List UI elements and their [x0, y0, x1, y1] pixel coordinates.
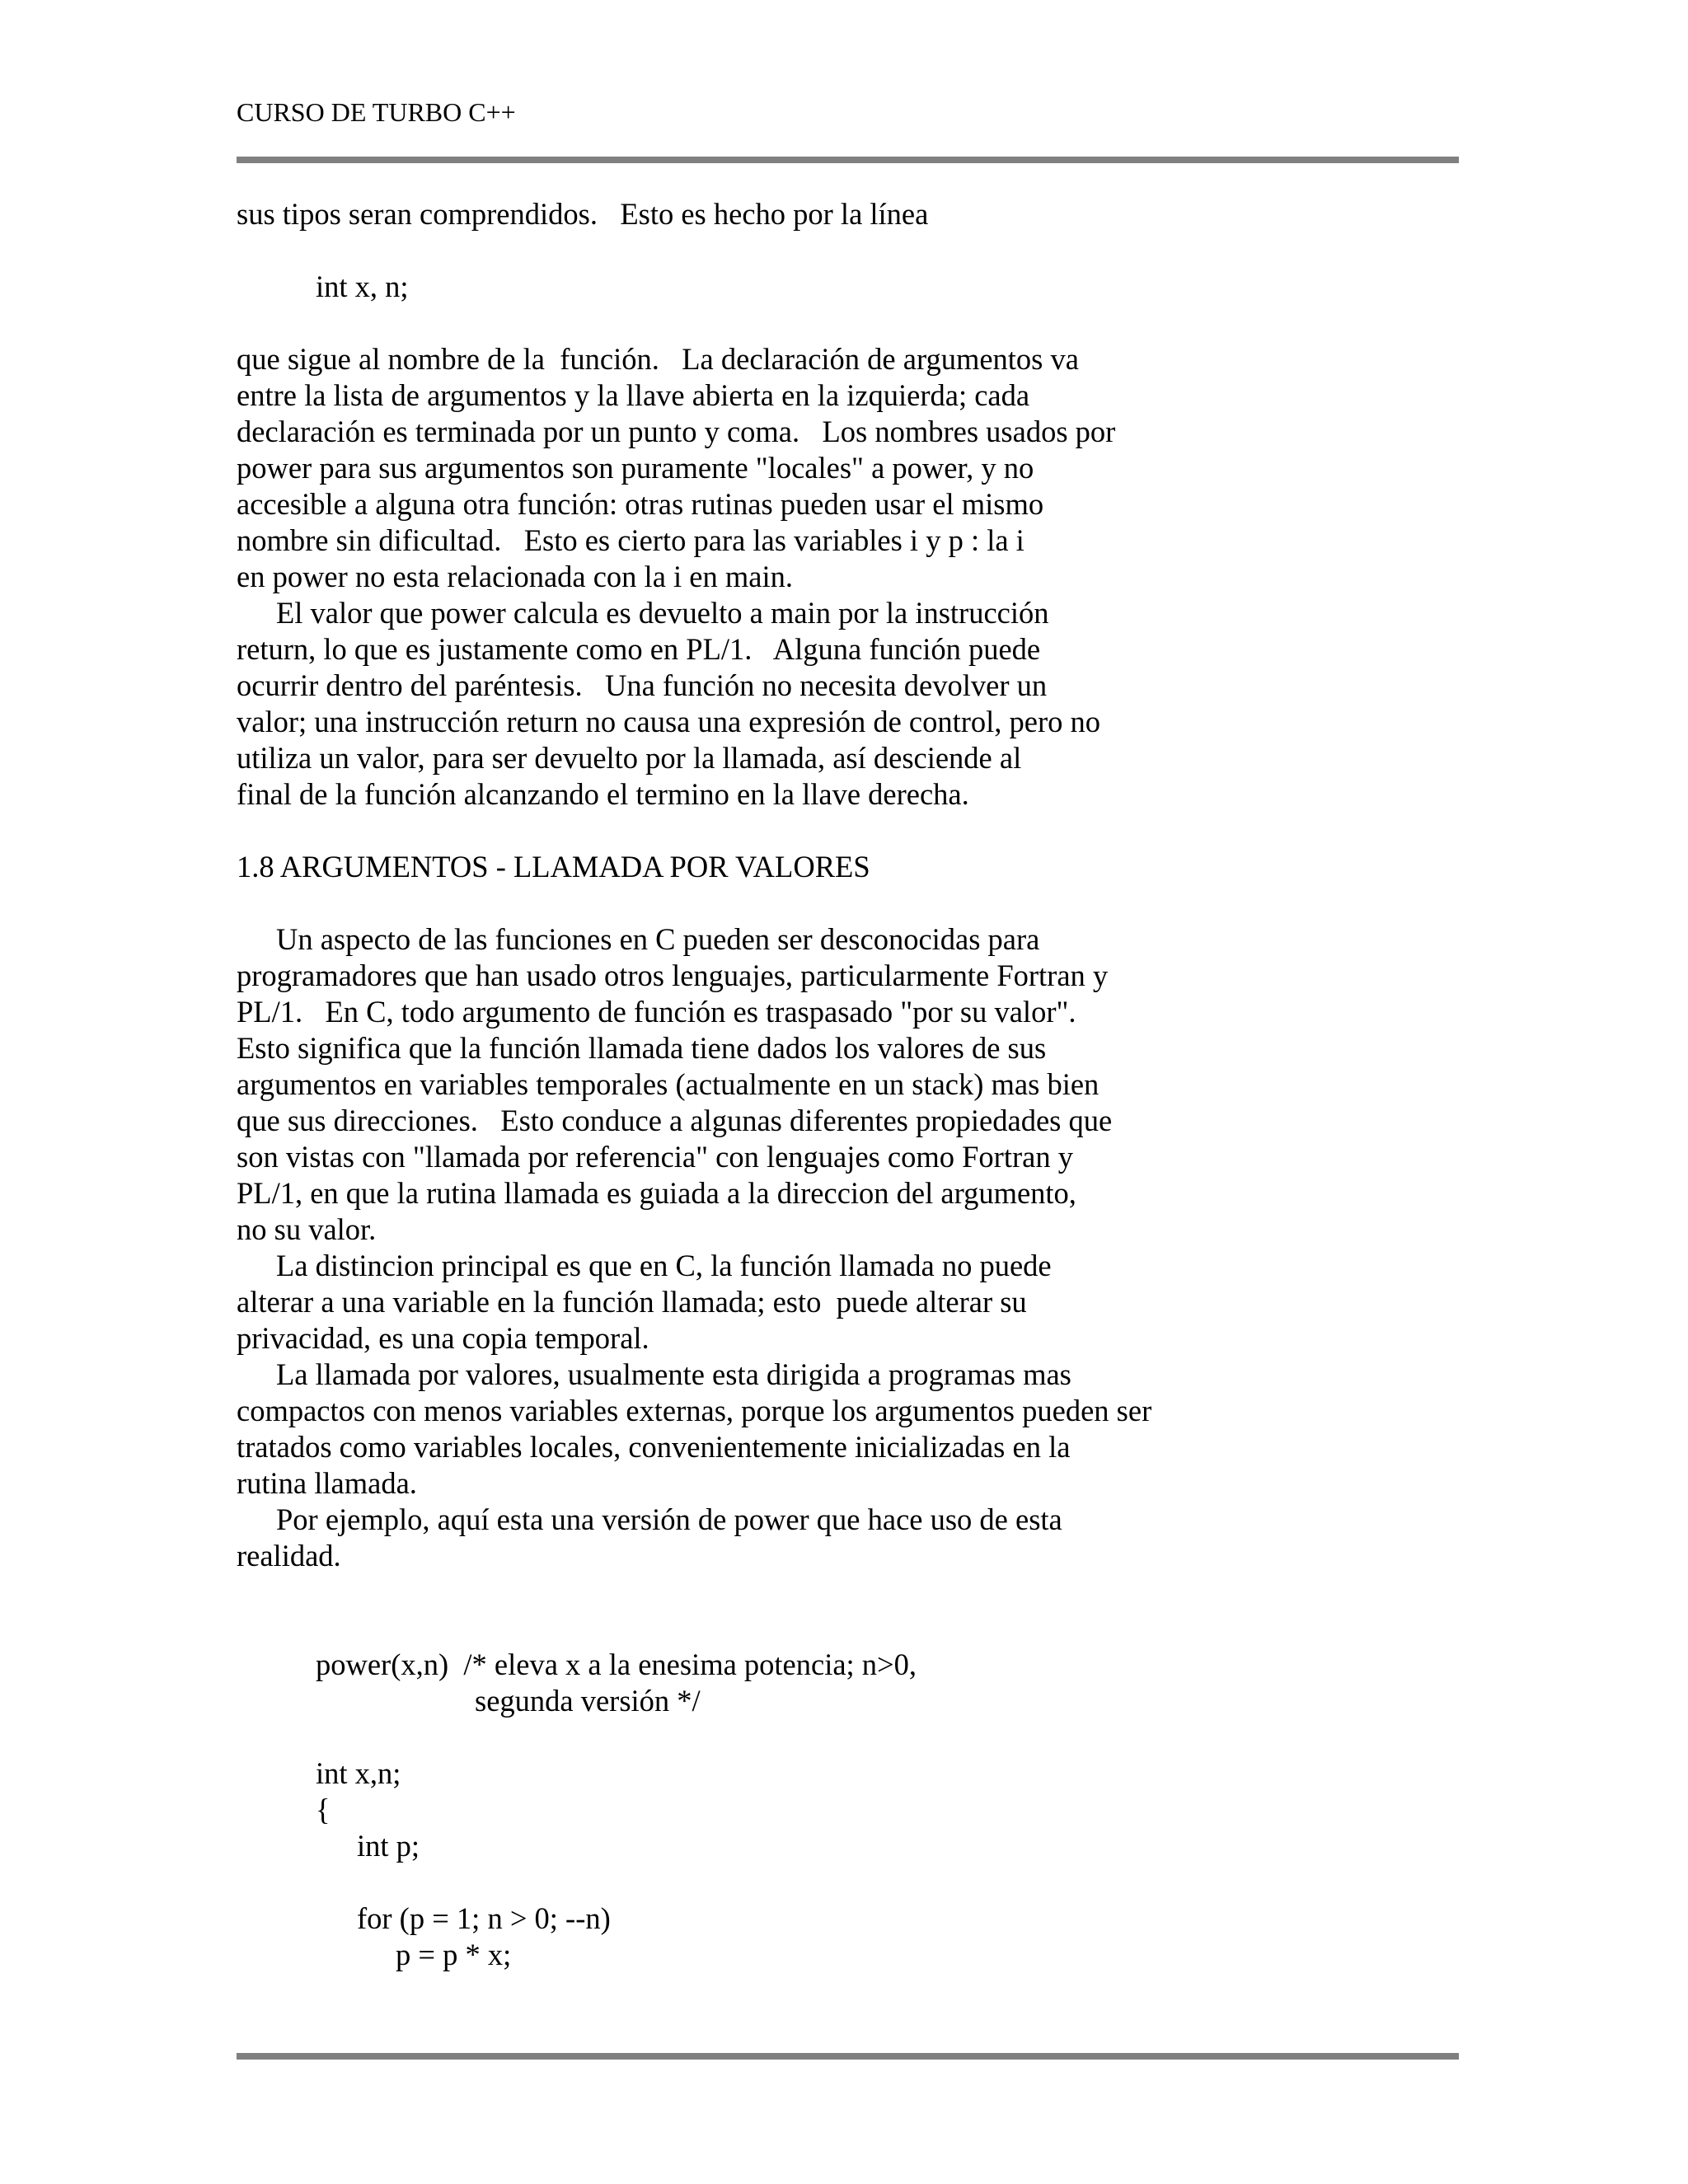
code-line: power(x,n) /* eleva x a la enesima potencia; n>0, — [316, 1647, 917, 1681]
para2-line: valor; una instrucción return no causa una expresión de control, pero no — [237, 705, 1101, 738]
code-line: { — [316, 1793, 331, 1826]
para3-line: programadores que han usado otros lenguajes, particularmente Fortran y — [237, 958, 1109, 992]
para4-line: La distincion principal es que en C, la función llamada no puede — [276, 1249, 1052, 1282]
section-heading: 1.8 ARGUMENTOS - LLAMADA POR VALORES — [237, 850, 870, 883]
para5-line: tratados como variables locales, convenientemente inicializadas en la — [237, 1430, 1071, 1464]
code-line: int p; — [357, 1829, 420, 1863]
para3-line: que sus direcciones. Esto conduce a algunas diferentes propiedades que — [237, 1104, 1113, 1137]
para1-line: nombre sin dificultad. Esto es cierto para las variables i y p : la i — [237, 523, 1025, 557]
para3-line: argumentos en variables temporales (actualmente en un stack) mas bien — [237, 1067, 1100, 1101]
footer-rule — [237, 2053, 1459, 2060]
para3-line: PL/1, en que la rutina llamada es guiada a la direccion del argumento, — [237, 1176, 1076, 1210]
para2-line: final de la función alcanzando el termino en la llave derecha. — [237, 777, 969, 811]
para3-line: no su valor. — [237, 1212, 377, 1246]
para5-line: rutina llamada. — [237, 1466, 417, 1500]
para6-line: Por ejemplo, aquí esta una versión de power que hace uso de esta — [276, 1502, 1062, 1536]
code-line: p = p * x; — [396, 1938, 512, 1971]
para2-line: ocurrir dentro del paréntesis. Una función no necesita devolver un — [237, 668, 1048, 702]
para1-line: en power no esta relacionada con la i en main. — [237, 560, 793, 593]
declaration-line: int x, n; — [316, 269, 409, 303]
para1-line: que sigue al nombre de la función. La declaración de argumentos va — [237, 342, 1079, 376]
para1-line: accesible a alguna otra función: otras rutinas pueden usar el mismo — [237, 487, 1044, 521]
header-rule — [237, 157, 1459, 163]
para2-line: El valor que power calcula es devuelto a main por la instrucción — [276, 596, 1049, 630]
para3-line: Un aspecto de las funciones en C pueden ser desconocidas para — [276, 922, 1040, 956]
para1-line: power para sus argumentos son puramente "locales" a power, y no — [237, 451, 1034, 485]
para6-line: realidad. — [237, 1539, 341, 1572]
code-line: int x,n; — [316, 1756, 401, 1790]
para5-line: compactos con menos variables externas, porque los argumentos pueden ser — [237, 1394, 1152, 1427]
running-header: CURSO DE TURBO C++ — [237, 97, 516, 127]
para5-line: La llamada por valores, usualmente esta dirigida a programas mas — [276, 1357, 1071, 1391]
para2-line: return, lo que es justamente como en PL/1. Alguna función puede — [237, 632, 1041, 666]
code-line: for (p = 1; n > 0; --n) — [357, 1901, 611, 1935]
para4-line: alterar a una variable en la función llamada; esto puede alterar su — [237, 1285, 1027, 1319]
para3-line: PL/1. En C, todo argumento de función es traspasado "por su valor". — [237, 995, 1076, 1029]
para1-line: entre la lista de argumentos y la llave abierta en la izquierda; cada — [237, 378, 1030, 412]
para1-line: declaración es terminada por un punto y coma. Los nombres usados por — [237, 415, 1116, 448]
para2-line: utiliza un valor, para ser devuelto por la llamada, así desciende al — [237, 741, 1022, 775]
para3-line: son vistas con "llamada por referencia" con lenguajes como Fortran y — [237, 1140, 1073, 1174]
code-line: segunda versión */ — [475, 1684, 701, 1718]
para4-line: privacidad, es una copia temporal. — [237, 1321, 649, 1355]
intro-line: sus tipos seran comprendidos. Esto es hecho por la línea — [237, 197, 929, 231]
para3-line: Esto significa que la función llamada tiene dados los valores de sus — [237, 1031, 1047, 1065]
